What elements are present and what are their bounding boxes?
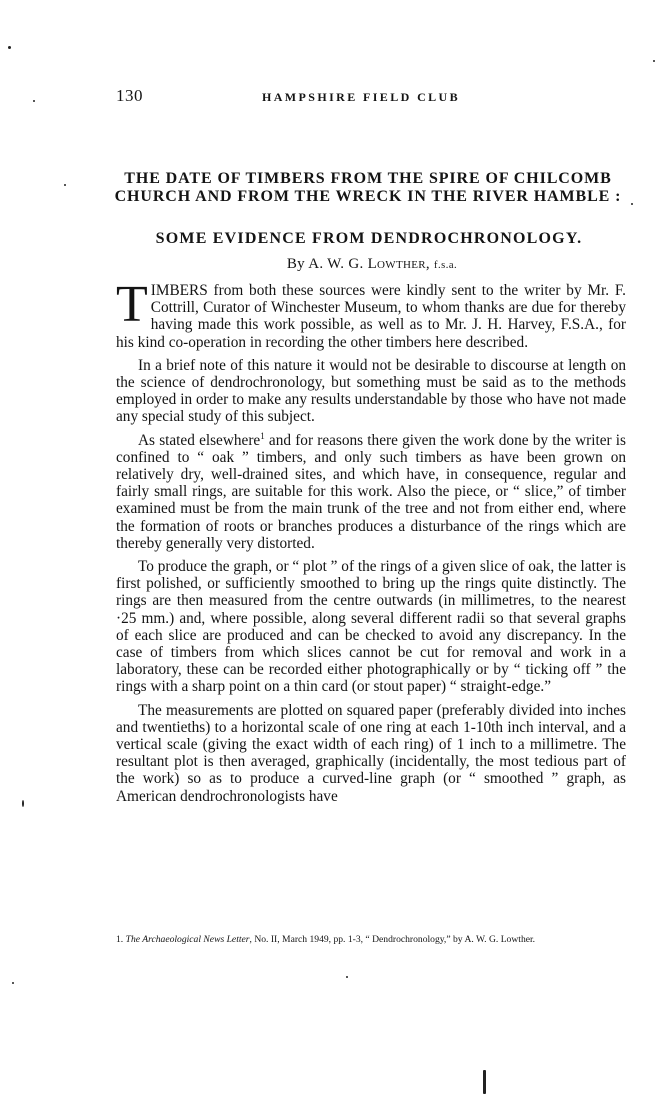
footnote-journal: The Archaeological News Letter	[125, 934, 250, 945]
scan-speck	[8, 46, 11, 49]
author-name: Lowther	[367, 256, 426, 272]
page-header	[116, 86, 636, 108]
byline-separator: ,	[425, 256, 434, 272]
footnote-text: , No. II, March 1949, pp. 1-3, “ Dendrochronology,” by A. W. G. Lowther.	[249, 934, 536, 945]
paragraph-4: To produce the graph, or “ plot ” of the rings of a given slice of oak, the latter is first polished, or sufficiently smoothed to bring up the rings quite distinctly. The rings are then measured from the centre outwards (in millimetres, to the nearest ·25 mm.) and, where possible, along several different radii so that several graphs of each slice are produced and can be checked to avoid any discrepancy. In the case of timbers from which slices cannot be cut for removal and work in a laboratory, these can be recorded either photographically or by “ ticking off ” the rings with a sharp point on a thin card (or stout paper) “ straight-edge.”	[116, 558, 626, 696]
scan-speck	[22, 800, 24, 807]
scan-speck	[33, 100, 35, 102]
scan-speck	[12, 982, 14, 984]
paragraph-2: In a brief note of this nature it would not be desirable to discourse at length on the science of dendrochronology, but something must be said as to the methods employed in order to make any results understandable by those who have not made any special study of this subject.	[116, 356, 626, 426]
byline	[112, 255, 632, 275]
article-title: THE DATE OF TIMBERS FROM THE SPIRE OF CHILCOMB CHURCH AND FROM THE WRECK IN THE RIVER HAMBLE :	[114, 170, 622, 205]
byline-prefix: By A. W. G.	[286, 256, 368, 272]
paragraph-3	[116, 432, 626, 552]
drop-cap: T	[116, 276, 148, 333]
article-body	[116, 276, 626, 805]
scan-speck	[631, 203, 633, 205]
scan-speck	[653, 60, 655, 62]
paragraph-1	[116, 276, 626, 351]
paragraph-1-text: IMBERS from both these sources were kindly sent to the writer by Mr. F. Cottrill, Curator of Winchester Museum, to whom thanks are due for thereby having made this work possible, as well as to Mr. J. H. Harvey, F.S.A., for his kind co-operation in recording the other timbers here described.	[116, 282, 626, 351]
footnote-reference[interactable]: 1	[260, 430, 265, 441]
page-number: 130	[116, 86, 143, 105]
footnote	[116, 934, 626, 946]
paragraph-5: The measurements are plotted on squared paper (preferably divided into inches and twentieths) to a horizontal scale of one ring at each 1-10th inch interval, and a vertical scale (giving the exact width of each ring) of 1 inch to a millimetre. The resultant plot is then averaged, graphically (incidentally, the most tedious part of the work) so as to produce a curved-line graph (or “ smoothed ” graph, as American dendrochronologists have	[116, 701, 626, 805]
author-honorific: f.s.a.	[434, 260, 458, 271]
scan-speck	[64, 184, 66, 186]
scan-speck	[346, 976, 348, 978]
scan-speck	[483, 1070, 486, 1094]
running-head: HAMPSHIRE FIELD CLUB	[262, 90, 461, 104]
paragraph-3-rest: and for reasons there given the work done by the writer is confined to “ oak ” timbers, and only such timbers as have been grown on relatively dry, well-drained sites, and which have, in consequence, regular and fairly small rings, are suitable for this work. Also the piece, or “ slice,” of timber examined must be from the main trunk of the tree and not from either end, where the formation of roots or branches produces a disturbance of the rings which are thereby generally very distorted.	[116, 431, 626, 552]
article-subtitle: SOME EVIDENCE FROM DENDROCHRONOLOGY.	[155, 230, 583, 247]
paragraph-3-start: As stated elsewhere	[138, 431, 261, 449]
footnote-number: 1.	[116, 934, 124, 945]
